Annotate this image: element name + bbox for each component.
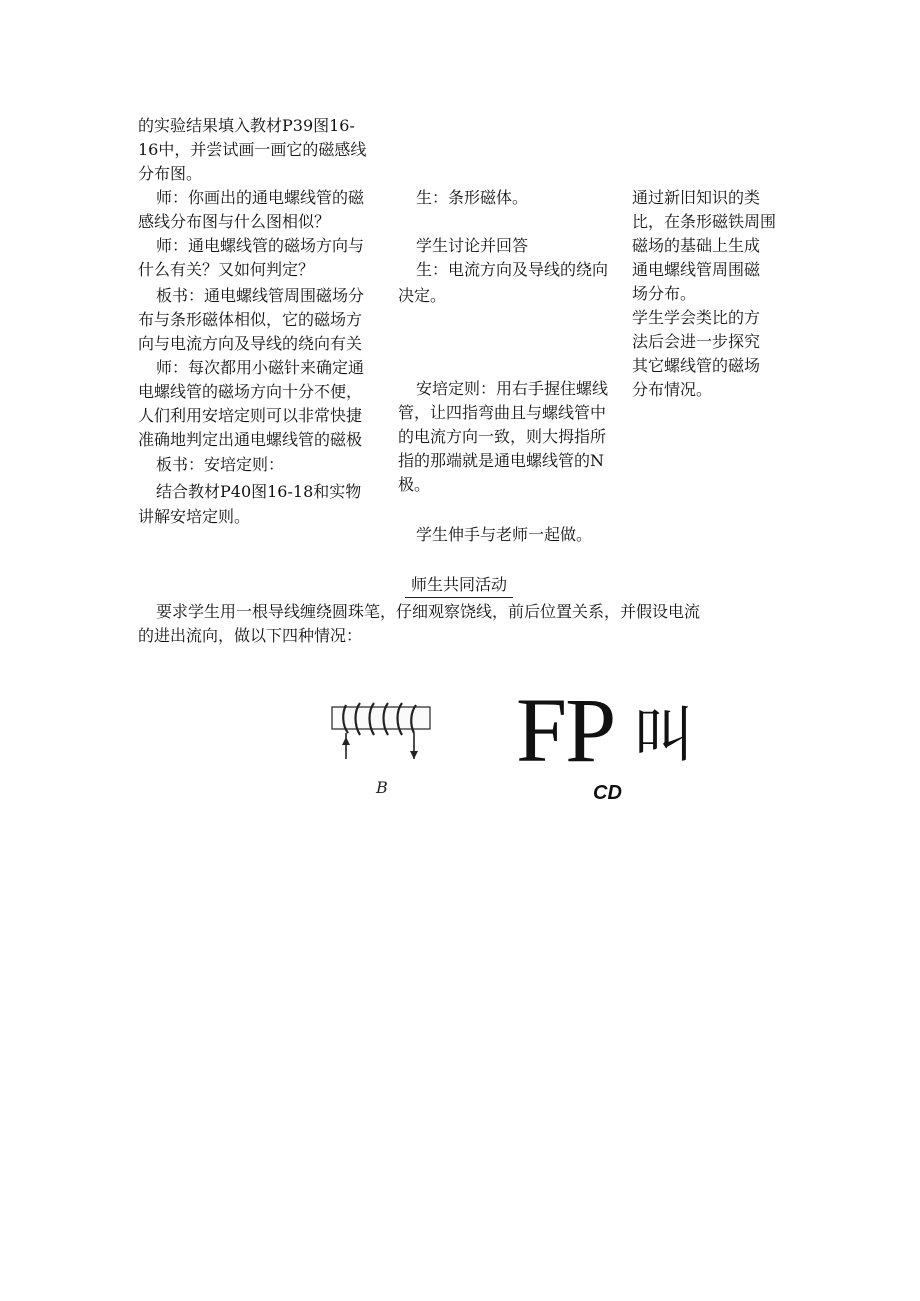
text-line: 向与电流方向及导线的绕向有关 [138, 334, 363, 353]
text-line: 板书：通电螺线管周围磁场分 [156, 286, 365, 305]
text-line: 人们利用安培定则可以非常快捷 [138, 406, 363, 425]
text-line: 通过新旧知识的类 [632, 188, 761, 207]
text-line: 师：每次都用小磁针来确定通 [156, 358, 365, 377]
text-line: 决定。 [398, 286, 447, 305]
text-line: 结合教材P40图16-18和实物 [156, 482, 362, 501]
text-line: 场分布。 [632, 284, 697, 303]
text-line: 感线分布图与什么图相似？ [138, 212, 331, 231]
text-line: 什么有关？又如何判定？ [138, 260, 315, 279]
text-line: 学生伸手与老师一起做。 [416, 525, 593, 544]
figure-cd-glyph: 叫 [634, 701, 694, 771]
text-line: 板书：安培定则： [156, 455, 285, 474]
text-line: 讲解安培定则。 [138, 507, 251, 526]
text-line: 比，在条形磁铁周围 [632, 212, 777, 231]
activity-paragraph: 要求学生用一根导线缠绕圆珠笔，仔细观察饶线，前后位置关系，并假设电流 [156, 602, 701, 621]
text-line: 分布情况。 [632, 380, 713, 399]
text-line: 学生学会类比的方 [632, 308, 761, 327]
text-line: 安培定则：用右手握住螺线 [416, 379, 609, 398]
text-line: 师：通电螺线管的磁场方向与 [156, 236, 365, 255]
text-line: 通电螺线管周围磁 [632, 260, 761, 279]
text-line: 管，让四指弯曲且与螺线管中 [398, 403, 607, 422]
text-line: 磁场的基础上生成 [632, 236, 761, 255]
text-line: 生：电流方向及导线的绕向 [416, 260, 609, 279]
core-rect [332, 707, 430, 729]
solenoid-figure [330, 697, 434, 797]
activity-paragraph: 的进出流向，做以下四种情况： [138, 626, 363, 645]
text-line: 指的那端就是通电螺线管的N [398, 451, 605, 470]
figure-label-cd: CD [593, 782, 622, 804]
text-line: 的电流方向一致，则大拇指所 [398, 427, 607, 446]
text-line: 布与条形磁体相似，它的磁场方 [138, 310, 363, 329]
text-line: 其它螺线管的磁场 [632, 356, 761, 375]
text-line: 极。 [398, 475, 431, 494]
figure-cd-text: FP [516, 679, 615, 781]
text-line: 准确地判定出通电螺线管的磁极 [138, 430, 363, 449]
text-line: 生：条形磁体。 [416, 188, 529, 207]
text-line: 师：你画出的通电螺线管的磁 [156, 188, 365, 207]
text-line: 16中，并尝试画一画它的磁感线 [138, 140, 367, 159]
figure-label-b: B [376, 778, 388, 797]
text-line: 电螺线管的磁场方向十分不便， [138, 382, 363, 401]
text-line: 分布图。 [138, 164, 203, 183]
activity-caption: 师生共同活动 [405, 574, 513, 598]
text-line: 学生讨论并回答 [416, 236, 529, 255]
text-line: 的实验结果填入教材P39图16- [138, 116, 355, 135]
text-line: 法后会进一步探究 [632, 332, 761, 351]
